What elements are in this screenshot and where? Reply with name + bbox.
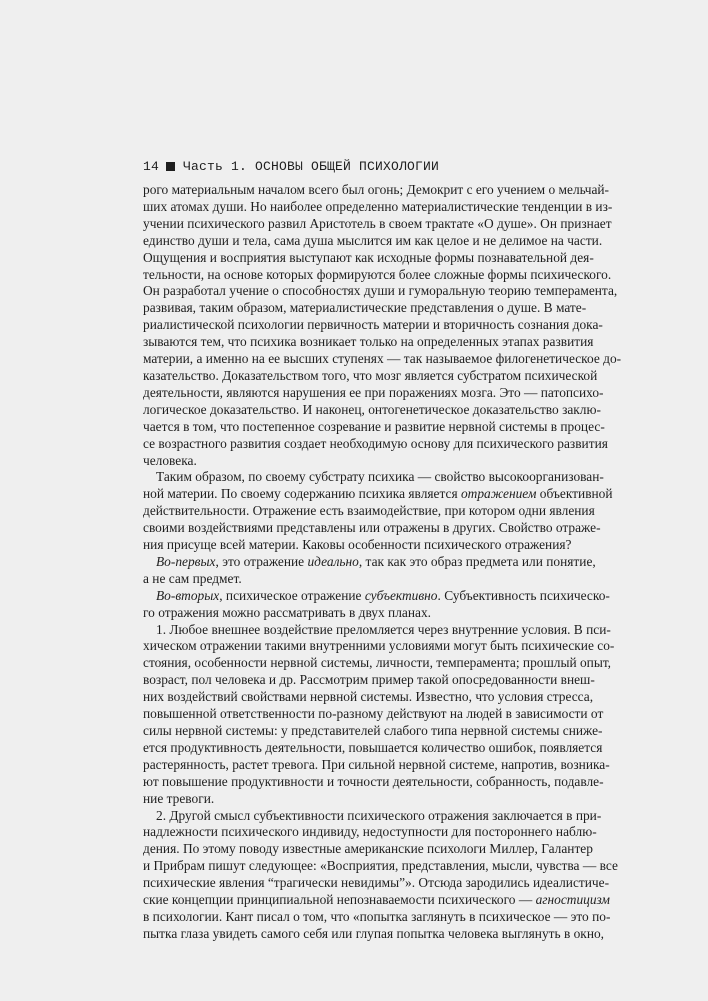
- text-line: учении психического развил Аристотель в своем трактате «О душе». Он признает: [143, 215, 612, 231]
- text-line: казательство. Доказательством того, что мозг является субстратом психической: [143, 367, 598, 383]
- text-line: своими воздействиями представлены или отражены в других. Свойство отраже-: [143, 520, 601, 536]
- paragraph-4: [143, 587, 610, 622]
- paragraph-1: [143, 182, 622, 469]
- text-line: а не сам предмет.: [143, 570, 242, 586]
- text-line: ется продуктивность деятельности, повышается количество ошибок, появляется: [143, 739, 603, 755]
- italic-term: агностицизм: [535, 892, 610, 908]
- text-line: ние тревоги.: [143, 790, 215, 806]
- paragraph-3: [143, 553, 596, 588]
- text-line: логическое доказательство. И наконец, онтогенетическое доказательство заклю-: [143, 401, 601, 417]
- text-line: Таким образом, по своему субстрату психика — свойство высокоорганизован-: [156, 469, 604, 485]
- text-run: ские концепции принципиальной непознаваемости психического —: [143, 892, 533, 908]
- text-line: силы нервной системы: у представителей слабого типа нервной системы сниже-: [143, 723, 603, 738]
- text-line: надлежности психического индивиду, недоступности для постороннего наблю-: [143, 824, 597, 840]
- text-line: действительности. Отражение есть взаимодействие, при котором одни явления: [143, 503, 595, 519]
- text-line: [143, 553, 596, 571]
- text-line: 2. Другой смысл субъективности психического отражения заключается в при-: [156, 807, 602, 823]
- square-bullet-icon: [166, 162, 175, 171]
- text-run: ной материи. По своему содержанию психика является: [143, 486, 458, 502]
- text-line: чается в том, что постепенное созревание и развитие нервной системы в процес-: [143, 418, 605, 434]
- text-line: деятельности, являются нарушения ее при поражениях мозга. Это — патопсихо-: [143, 384, 604, 400]
- text-line: 1. Любое внешнее воздействие преломляется через внутренние условия. В пси-: [156, 621, 611, 637]
- text-line: ют повышение продуктивности и точности деятельности, собранность, подавле-: [143, 773, 604, 789]
- text-run: , так как это образ предмета или понятие,: [358, 553, 596, 569]
- italic-term: отражением: [460, 486, 537, 502]
- text-line: ших атомах души. Но наиболее определенно материалистические тенденции в из-: [143, 198, 613, 214]
- running-header: [143, 157, 573, 175]
- text-line: материи, а именно на ее высших ступенях — так называемое филогенетическое до-: [143, 351, 622, 367]
- text-line: в психологии. Кант писал о том, что «попытка заглянуть в психическое — это по-: [143, 908, 611, 924]
- italic-term: субъективно: [364, 587, 438, 603]
- text-run: , это отражение: [215, 553, 308, 569]
- italic-term: Во-первых: [156, 553, 216, 569]
- text-line: психические явления “трагически невидимы”». Отсюда зародились идеалистиче-: [143, 875, 610, 891]
- italic-term: Во-вторых: [156, 587, 220, 603]
- text-line: риалистической психологии первичность материи и вторичность сознания дока-: [143, 317, 603, 333]
- text-run: . Субъективность психическо-: [437, 587, 610, 603]
- text-line: стояния, особенности нервной системы, личности, темперамента; прошлый опыт,: [143, 655, 612, 671]
- text-line: единство души и тела, сама душа мыслится им как целое и не делимое на части.: [143, 232, 603, 248]
- text-run: , психическое отражение: [219, 587, 365, 603]
- text-line: [143, 892, 610, 909]
- text-line: повышенной ответственности по-разному действуют на людей в зависимости от: [143, 706, 604, 722]
- text-line: и Прибрам пишут следующее: «Восприятия, представления, мысли, чувства — все: [143, 858, 618, 874]
- paragraph-2: [143, 469, 613, 554]
- paragraph-5: [143, 621, 615, 808]
- text-line: человека.: [143, 452, 197, 468]
- text-line: ния присуще всей материи. Каковы особенности психического отражения?: [143, 537, 572, 553]
- text-line: се возрастного развития создает необходимую основу для психического развития: [143, 435, 608, 451]
- text-line: пытка глаза увидеть самого себя или глупая попытка человека выглянуть в окно,: [143, 925, 605, 941]
- text-line: развивая, таким образом, материалистические представления о душе. В мате-: [143, 300, 587, 316]
- italic-term: идеально: [307, 553, 359, 569]
- text-line: дения. По этому поводу известные американские психологи Миллер, Галантер: [143, 841, 593, 857]
- body-text: [143, 182, 622, 943]
- page-number: 14: [143, 158, 160, 174]
- text-run: объективной: [536, 486, 613, 502]
- text-line: растерянность, растет тревога. При сильной нервной системе, напротив, возника-: [143, 756, 610, 772]
- text-line: зываются тем, что психика возникает только на определенных этапах развития: [143, 334, 594, 350]
- text-line: [143, 587, 610, 605]
- text-line: возраст, пол человека и др. Рассмотрим пример такой опосредованности внеш-: [143, 672, 595, 688]
- text-line: хическом отражении такими внутренними условиями могут быть психические со-: [143, 638, 615, 654]
- text-line: [143, 486, 613, 503]
- running-title: Часть 1. ОСНОВЫ ОБЩЕЙ ПСИХОЛОГИИ: [183, 158, 440, 174]
- paragraph-6: [143, 807, 618, 943]
- text-line: го отражения можно рассматривать в двух планах.: [143, 604, 431, 620]
- text-line: Ощущения и восприятия выступают как исходные формы познавательной дея-: [143, 249, 594, 265]
- text-line: Он разработал учение о способностях души и гуморальную теорию темперамента,: [143, 283, 618, 299]
- text-line: рого материальным началом всего был огонь; Демокрит с его учением о мельчай-: [143, 182, 610, 197]
- text-line: тельности, на основе которых формируются более сложные формы психического.: [143, 266, 612, 282]
- text-line: них воздействий свойствами нервной системы. Известно, что условия стресса,: [143, 689, 594, 705]
